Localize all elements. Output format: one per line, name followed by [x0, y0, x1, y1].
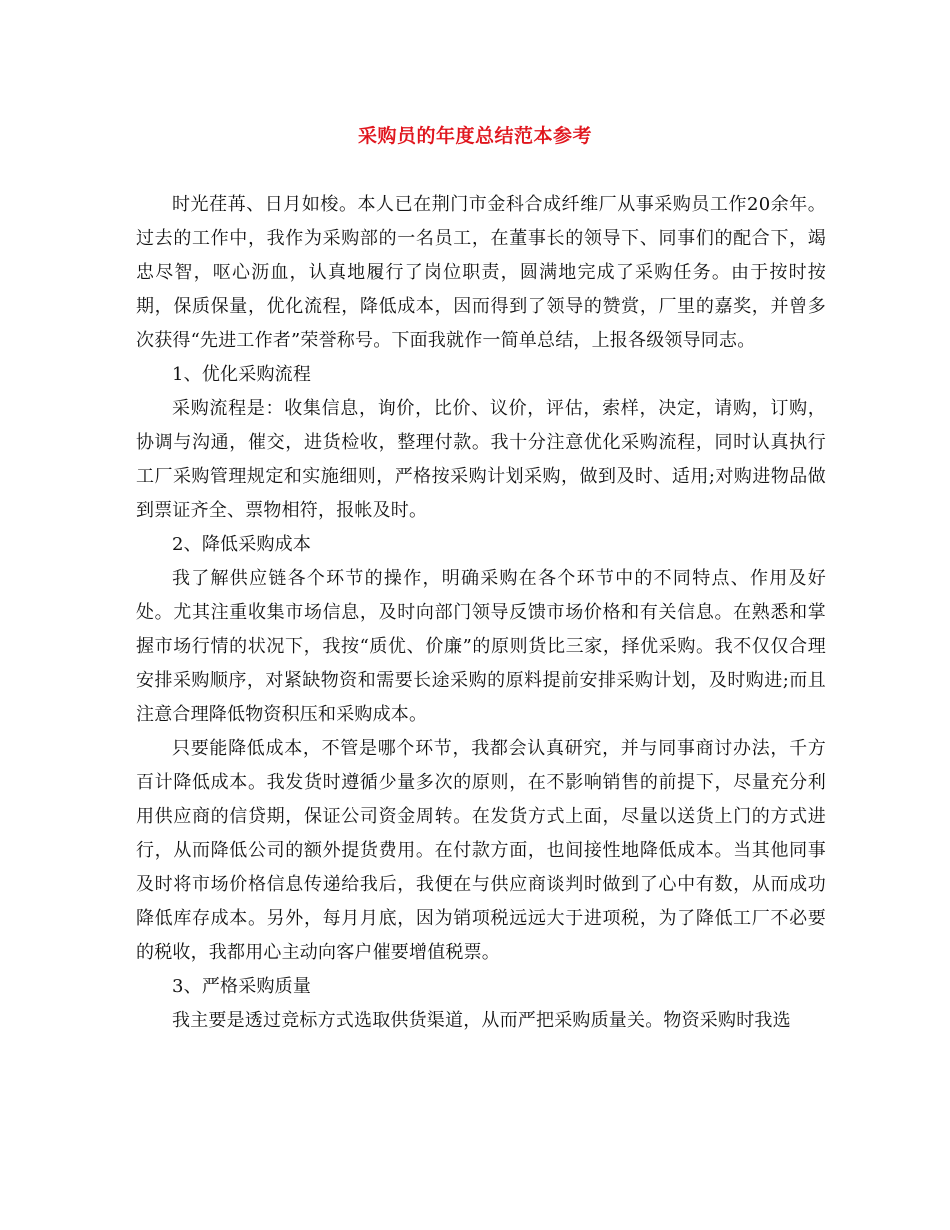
section-heading-1: 1、优化采购流程 [172, 364, 312, 385]
intro-paragraph: 时光荏苒、日月如梭。本人已在荆门市金科合成纤维厂从事采购员工作20余年。过去的工作中，我作为采购部的一名员工，在董事长的领导下、同事们的配合下，竭忠尽智，呕心沥血，认真地履行了岗位职责，圆满地完成了采购任务。由于按时按期，保质保量，优化流程，降低成本，因而得到了领导的赞赏，厂里的嘉奖，并曾多次获得“先进工作者”荣誉称号。下面我就作一简单总结，上报各级领导同志。 [136, 194, 826, 351]
section-2-paragraph-1: 我了解供应链各个环节的操作，明确采购在各个环节中的不同特点、作用及好处。尤其注重收集市场信息，及时向部门领导反馈市场价格和有关信息。在熟悉和掌握市场行情的状况下，我按“质优、价廉”的原则货比三家，择优采购。我不仅仅合理安排采购顺序，对紧缺物资和需要长途采购的原料提前安排采购计划，及时购进;而且注意合理降低物资积压和采购成本。 [136, 568, 826, 725]
section-heading-3: 3、严格采购质量 [172, 976, 312, 997]
document-body [136, 188, 826, 1038]
document-title: 采购员的年度总结范本参考 [357, 125, 592, 147]
section-1-paragraph: 采购流程是：收集信息，询价，比价、议价，评估，索样，决定，请购，订购，协调与沟通，催交，进货检收，整理付款。我十分注意优化采购流程，同时认真执行工厂采购管理规定和实施细则，严格按采购计划采购，做到及时、适用;对购进物品做到票证齐全、票物相符，报帐及时。 [136, 398, 826, 521]
section-heading-2: 2、降低采购成本 [172, 534, 312, 555]
section-3-paragraph: 我主要是透过竞标方式选取供货渠道，从而严把采购质量关。物资采购时我选 [172, 1010, 791, 1031]
section-2-paragraph-2: 只要能降低成本，不管是哪个环节，我都会认真研究，并与同事商讨办法，千方百计降低成本。我发货时遵循少量多次的原则，在不影响销售的前提下，尽量充分利用供应商的信贷期，保证公司资金周转。在发货方式上面，尽量以送货上门的方式进行，从而降低公司的额外提货费用。在付款方面，也间接性地降低成本。当其他同事及时将市场价格信息传递给我后，我便在与供应商谈判时做到了心中有数，从而成功降低库存成本。另外，每月月底，因为销项税远远大于进项税，为了降低工厂不必要的税收，我都用心主动向客户催要增值税票。 [136, 738, 826, 963]
